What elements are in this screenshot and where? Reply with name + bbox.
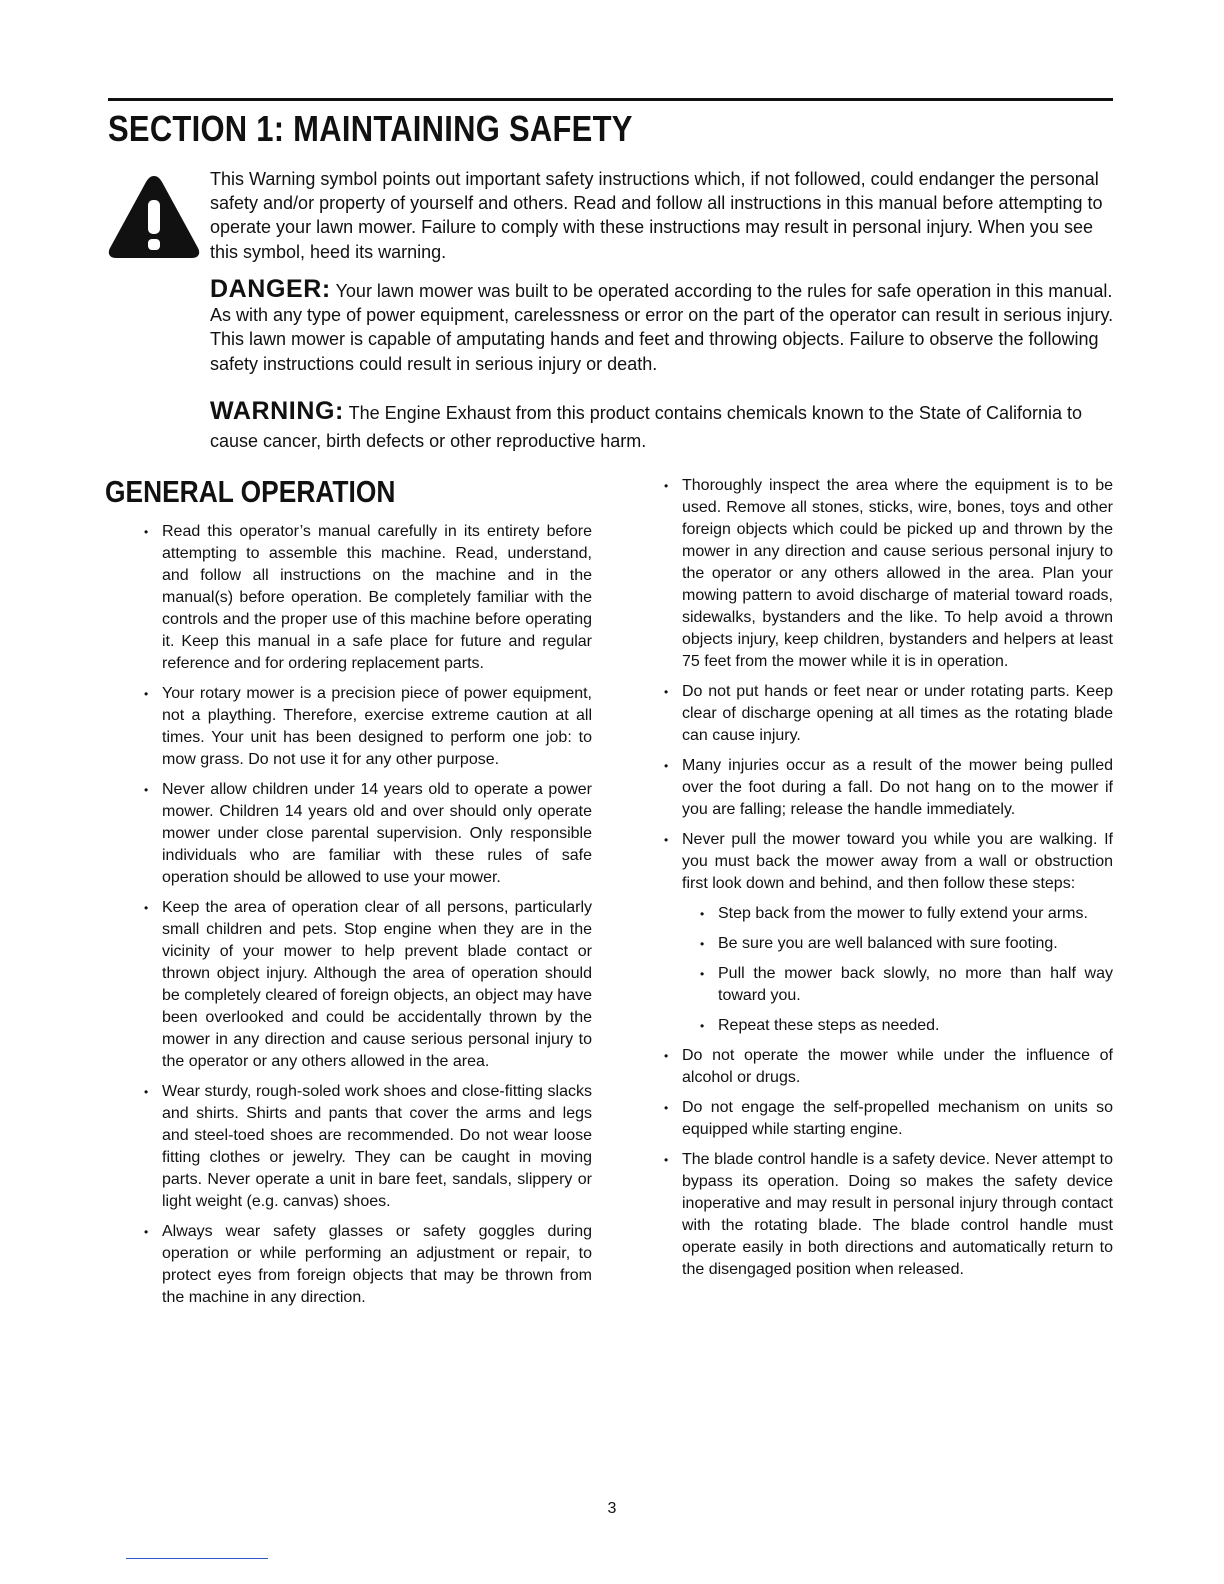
danger-label: DANGER: <box>210 275 331 303</box>
section-title: SECTION 1: MAINTAINING SAFETY <box>108 108 633 149</box>
sub-step: • Pull the mower back slowly, no more than half way toward you. <box>682 963 1113 1007</box>
left-bullet-list <box>142 521 592 1317</box>
warning-label: WARNING: <box>210 397 344 425</box>
list-item-text: Never pull the mower toward you while you are walking. If you must back the mower away from a wall or obstruction first look down and behind, and then follow these steps: <box>682 831 1113 892</box>
page-number: 3 <box>607 1500 617 1517</box>
intro-paragraph: This Warning symbol points out important safety instructions which, if not followed, could endanger the personal safety and/or property of yourself and others. Read and follow all instructions in this manual before attempting to operate your lawn mower. Failure to comply with these instructions may result in personal injury. When you see this symbol, heed its warning. <box>210 169 1103 262</box>
list-item: • Do not engage the self-propelled mechanism on units so equipped while starting engine. <box>662 1097 1113 1141</box>
list-item: • Read this operator’s manual carefully in its entirety before attempting to assemble this machine. Read, understand, and follow all instructions on the machine and in the manual(s) before operation. Be completely familiar with the controls and the proper use of this machine before operating it. Keep this manual in a safe place for future and regular reference and for ordering replacement parts. <box>142 521 592 675</box>
sub-step: • Repeat these steps as needed. <box>682 1015 1113 1037</box>
list-item: • Thoroughly inspect the area where the equipment is to be used. Remove all stones, sticks, wire, bones, toys and other foreign objects which could be picked up and thrown by the mower in any direction and cause serious personal injury to the operator or any others allowed in the area. Plan your mowing pattern to avoid discharge of material toward roads, sidewalks, bystanders and the like. To help avoid a thrown objects injury, keep children, bystanders and helpers at least 75 feet from the mower while it is in operation. <box>662 475 1113 673</box>
warning-triangle-icon <box>106 172 202 260</box>
sub-step-list <box>682 903 1113 1037</box>
list-item: • Always wear safety glasses or safety goggles during operation or while performing an adjustment or repair, to protect eyes from foreign objects that may be thrown from the machine in any direction. <box>142 1221 592 1309</box>
list-item: • Do not operate the mower while under the influence of alcohol or drugs. <box>662 1045 1113 1089</box>
sub-step: • Step back from the mower to fully extend your arms. <box>682 903 1113 925</box>
warning-paragraph <box>210 397 1115 455</box>
footer-link-line <box>126 1558 268 1559</box>
list-item: • The blade control handle is a safety device. Never attempt to bypass its operation. Doing so makes the safety device inoperative and may result in personal injury through contact with the rotating blade. The blade control handle must operate easily in both directions and automatically return to the disengaged position when released. <box>662 1149 1113 1281</box>
list-item: • Never allow children under 14 years old to operate a power mower. Children 14 years old and over should only operate mower under close parental supervision. Only responsible individuals who are familiar with these rules of safe operation should be allowed to use your mower. <box>142 779 592 889</box>
danger-text: Your lawn mower was built to be operated according to the rules for safe operation in this manual. As with any type of power equipment, carelessness or error on the part of the operator can result in serious injury. This lawn mower is capable of amputating hands and feet and throwing objects. Failure to observe the following safety instructions could result in serious injury or death. <box>210 281 1114 374</box>
list-item: • Do not put hands or feet near or under rotating parts. Keep clear of discharge opening at all times as the rotating blade can cause injury. <box>662 681 1113 747</box>
list-item: • Your rotary mower is a precision piece of power equipment, not a plaything. Therefore, exercise extreme caution at all times. Your unit has been designed to perform one job: to mow grass. Do not use it for any other purpose. <box>142 683 592 771</box>
warning-text: The Engine Exhaust from this product contains chemicals known to the State of California to cause cancer, birth defects or other reproductive harm. <box>210 403 1083 451</box>
right-bullet-list <box>662 475 1113 1289</box>
list-item: • Many injuries occur as a result of the mower being pulled over the foot during a fall. Do not hang on to the mower if you are falling; release the handle immediately. <box>662 755 1113 821</box>
sub-step: • Be sure you are well balanced with sure footing. <box>682 933 1113 955</box>
list-item: • Keep the area of operation clear of all persons, particularly small children and pets. Stop engine when they are in the vicinity of your mower to help prevent blade contact or thrown object injury. Although the area of operation should be completely cleared of foreign objects, an object may have been overlooked and could be accidentally thrown by the mower in any direction and cause serious personal injury to the operator or any others allowed in the area. <box>142 897 592 1073</box>
list-item: • Wear sturdy, rough-soled work shoes and close-fitting slacks and shirts. Shirts and pants that cover the arms and legs and steel-toed shoes are recommended. Do not wear loose fitting clothes or jewelry. They can be caught in moving parts. Never operate a unit in bare feet, sandals, slippery or light weight (e.g. canvas) shoes. <box>142 1081 592 1213</box>
top-rule <box>108 98 1113 101</box>
danger-paragraph <box>210 277 1115 376</box>
list-item-with-steps <box>662 829 1113 1037</box>
general-operation-title: GENERAL OPERATION <box>105 474 396 509</box>
